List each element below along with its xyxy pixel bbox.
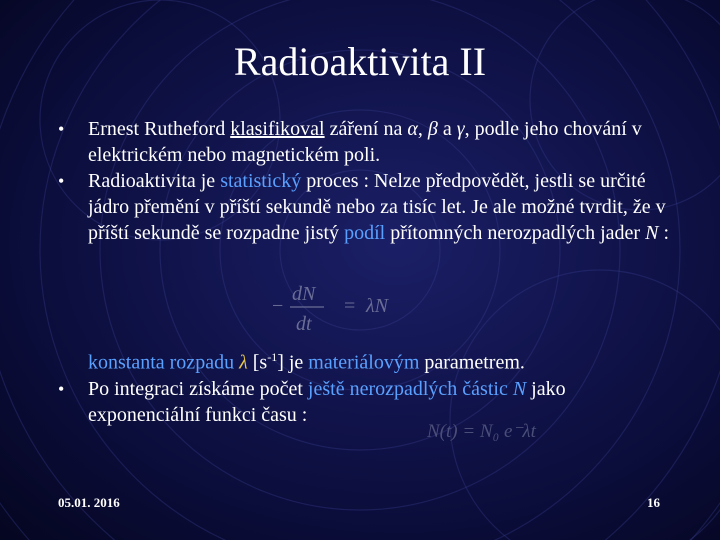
constant-line: konstanta rozpadu λ $[s^{-1}]$ je materiálovým parametrem. (88, 350, 525, 374)
svg-text:−: − (272, 295, 284, 317)
bullet-2: • Radioaktivita je statistický proces : Nelze předpovědět, jestli se určité jádro přemění v příští sekundě nebo za tisíc let. Je ale možné tvrdit, že v příští sekundě se rozpadne jistý podíl přítomných nerozpadlých jader N : (58, 170, 669, 244)
bullet-1: • Ernest Rutheford klasifikoval záření na α, β a γ, podle jeho chování v elektrickém nebo magnetickém poli. (58, 118, 642, 166)
slide-title: Radioaktivita II (233, 39, 487, 84)
footer-date: 05.01. 2016 (58, 495, 120, 510)
svg-text:dt: dt (296, 313, 312, 335)
exponential-formula (425, 415, 605, 445)
bullet-3: • Po integraci získáme počet ještě nerozpadlých částic N jako exponenciální funkci času : (58, 377, 566, 426)
bullet-dot-icon: • (58, 171, 65, 191)
page-number: 16 (647, 495, 660, 510)
svg-text:N(t) = N₀ e⁻λt: N(t) = N₀ e⁻λt (427, 421, 536, 442)
svg-text:λN: λN (366, 295, 389, 317)
link-klasifikoval[interactable]: klasifikoval (230, 118, 325, 140)
bullet-dot-icon: • (58, 119, 65, 139)
lambda-symbol: λ (239, 351, 248, 374)
term-materialovym: materiálovým (308, 351, 420, 374)
slide-body (58, 116, 678, 246)
svg-text:dN: dN (292, 283, 316, 305)
term-statisticky: statistický (220, 170, 302, 192)
term-podil: podíl (344, 222, 386, 244)
bullet-dot-icon: • (58, 378, 65, 399)
decay-formula (270, 278, 430, 338)
svg-text:=: = (344, 295, 356, 317)
term-nerozpadlych: ještě nerozpadlých částic (307, 377, 508, 400)
